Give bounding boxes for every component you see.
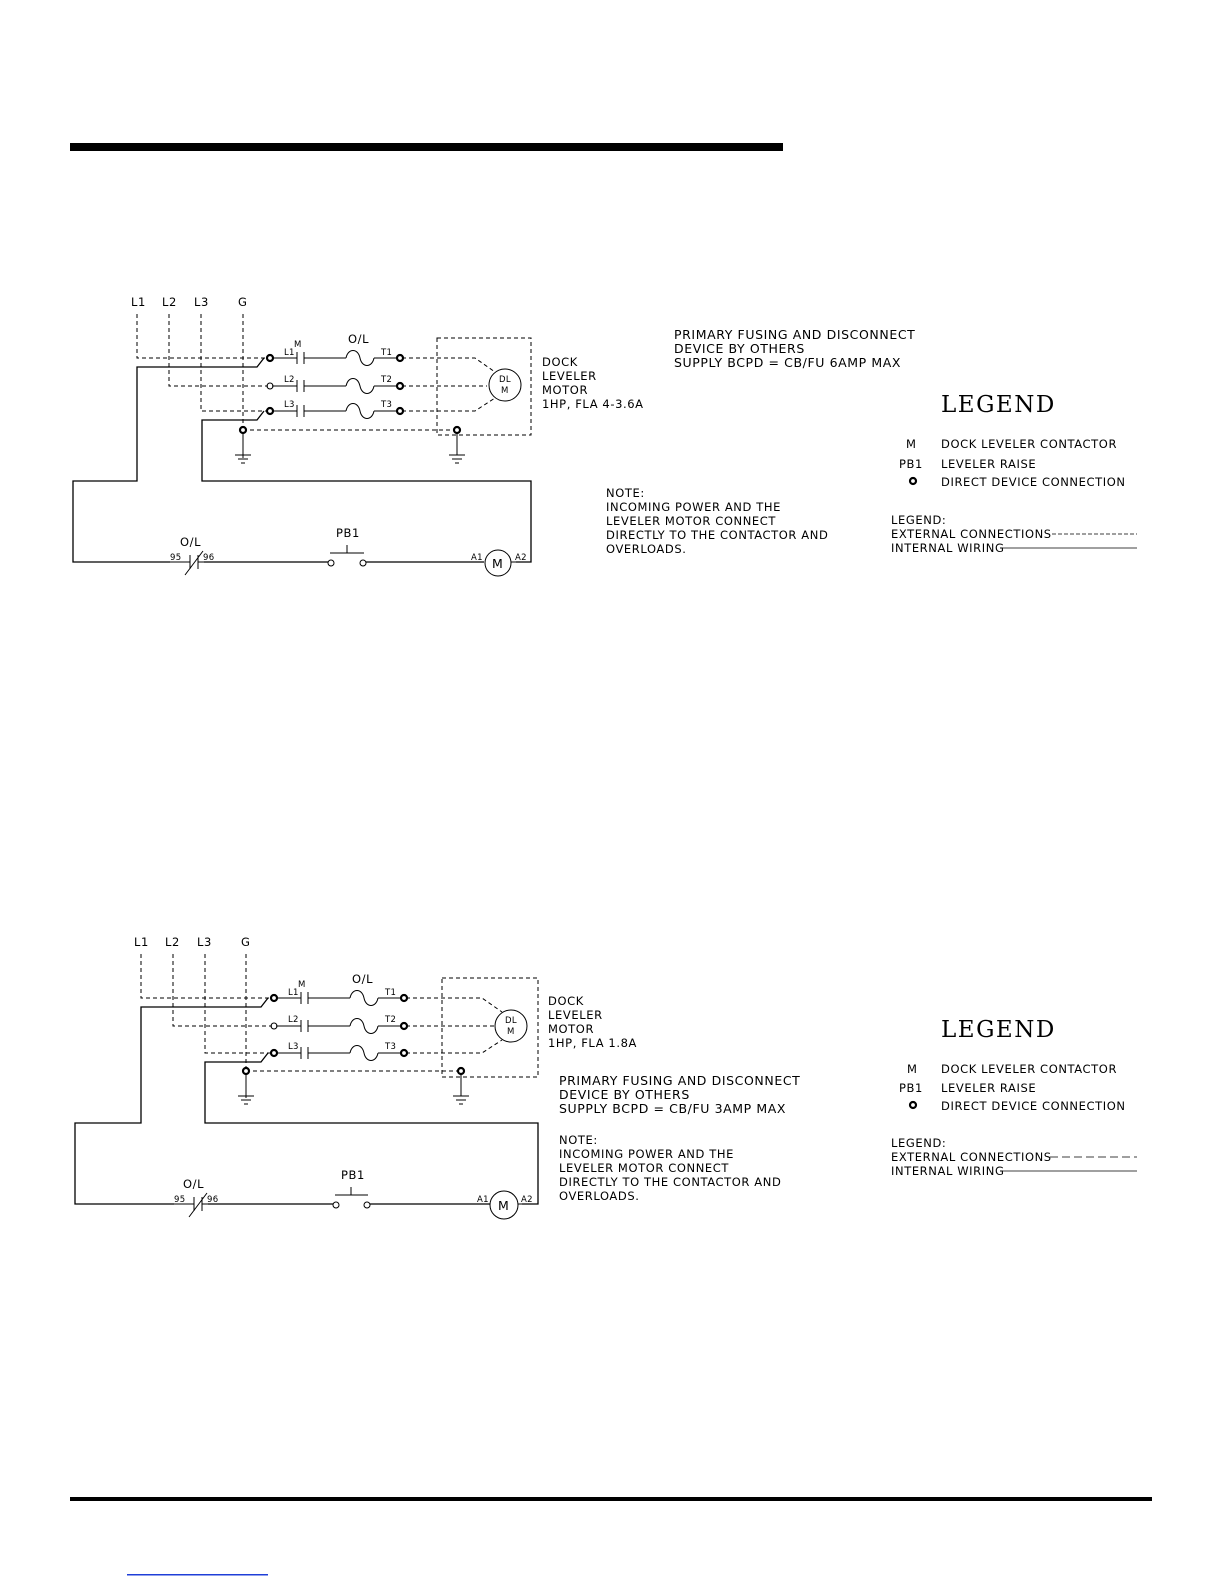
line-label-g: G bbox=[238, 295, 248, 309]
fusing-note-line-3: SUPPLY BCPD = CB/FU 3AMP MAX bbox=[559, 1101, 787, 1116]
terminal-dot bbox=[401, 1023, 407, 1029]
motor-description-line-3: MOTOR bbox=[548, 1022, 595, 1036]
note-line-2: INCOMING POWER AND THE bbox=[559, 1147, 734, 1161]
ground-symbol-right bbox=[453, 1074, 469, 1104]
wiring-legend-external: EXTERNAL CONNECTIONS bbox=[891, 1150, 1052, 1164]
motor-description-line-1: DOCK bbox=[542, 355, 578, 369]
note-line-1: NOTE: bbox=[559, 1133, 598, 1147]
legend-symbol-pb1: PB1 bbox=[899, 457, 923, 471]
line-label-g: G bbox=[241, 935, 251, 949]
motor-symbol-top: DL bbox=[505, 1016, 517, 1026]
line-label-l1: L1 bbox=[134, 935, 149, 949]
overload-label: O/L bbox=[348, 332, 370, 346]
external-wire-l3 bbox=[201, 314, 268, 411]
terminal-dot bbox=[271, 995, 277, 1001]
external-wire-l2 bbox=[173, 954, 272, 1026]
coil-terminal-a2: A2 bbox=[521, 1195, 533, 1205]
pushbutton-label: PB1 bbox=[341, 1168, 365, 1182]
pushbutton-label: PB1 bbox=[336, 526, 360, 540]
fusing-note-line-1: PRIMARY FUSING AND DISCONNECT bbox=[674, 327, 916, 342]
legend-1 bbox=[891, 392, 1137, 555]
control-ol-label: O/L bbox=[183, 1177, 205, 1191]
line-label-l1: L1 bbox=[131, 295, 146, 309]
top-rule bbox=[70, 143, 783, 151]
ground-symbol-left bbox=[235, 433, 251, 463]
legend-title: LEGEND bbox=[941, 1017, 1056, 1043]
terminal-dot bbox=[401, 1050, 407, 1056]
ol-contact-95: 95 bbox=[170, 553, 182, 563]
terminal-dots bbox=[240, 355, 460, 433]
contactor-m-contacts bbox=[297, 352, 304, 417]
terminal-label-l1: L1 bbox=[284, 348, 295, 358]
wiring-legend-title: LEGEND: bbox=[891, 1136, 947, 1150]
fusing-note-line-3: SUPPLY BCPD = CB/FU 6AMP MAX bbox=[674, 355, 902, 370]
fusing-note-line-2: DEVICE BY OTHERS bbox=[674, 341, 805, 356]
pushbutton-pb1 bbox=[330, 545, 364, 553]
line-label-l2: L2 bbox=[162, 295, 177, 309]
fusing-note-line-1: PRIMARY FUSING AND DISCONNECT bbox=[559, 1073, 801, 1088]
legend-text-connection: DIRECT DEVICE CONNECTION bbox=[941, 475, 1126, 489]
legend-text-raise: LEVELER RAISE bbox=[941, 1081, 1037, 1095]
control-feed-left bbox=[75, 998, 268, 1204]
ground-symbol-right bbox=[449, 433, 465, 463]
legend-terminal-dot-icon bbox=[910, 478, 916, 484]
pushbutton-pb1 bbox=[335, 1187, 368, 1195]
control-ol-label: O/L bbox=[180, 535, 202, 549]
overload-label: O/L bbox=[352, 972, 374, 986]
contactor-label: M bbox=[294, 340, 302, 350]
motor-symbol-top: DL bbox=[499, 375, 511, 385]
legend-symbol-pb1: PB1 bbox=[899, 1081, 923, 1095]
note-line-4: DIRECTLY TO THE CONTACTOR AND bbox=[559, 1175, 782, 1189]
wiring-legend-internal: INTERNAL WIRING bbox=[891, 1164, 1005, 1178]
note-line-2: INCOMING POWER AND THE bbox=[606, 500, 781, 514]
note-line-3: LEVELER MOTOR CONNECT bbox=[559, 1161, 730, 1175]
ol-contact-96: 96 bbox=[203, 553, 215, 563]
overload-terminal-t2: T2 bbox=[385, 1015, 397, 1025]
terminal-dot bbox=[240, 427, 246, 433]
motor-description-line-3: MOTOR bbox=[542, 383, 589, 397]
motor-lead-t3 bbox=[402, 398, 495, 411]
motor-description-line-1: DOCK bbox=[548, 994, 584, 1008]
motor-lead-t1 bbox=[406, 998, 502, 1012]
wiring-diagram-1 bbox=[73, 295, 915, 576]
ground-symbol-left bbox=[238, 1074, 254, 1104]
legend-symbol-m: M bbox=[907, 1062, 918, 1076]
overload-terminal-t3: T3 bbox=[385, 1042, 397, 1052]
ol-contact-96: 96 bbox=[207, 1195, 219, 1205]
contactor-label: M bbox=[298, 980, 306, 990]
legend-text-contactor: DOCK LEVELER CONTACTOR bbox=[941, 437, 1118, 451]
terminal-dot bbox=[397, 383, 403, 389]
dock-leveler-motor bbox=[489, 369, 521, 401]
motor-lead-t1 bbox=[402, 358, 495, 372]
terminal-label-l2: L2 bbox=[284, 375, 295, 385]
legend-symbol-m: M bbox=[906, 437, 917, 451]
pushbutton-terminal-right bbox=[364, 1202, 370, 1208]
terminal-dot bbox=[397, 408, 403, 414]
line-label-l3: L3 bbox=[194, 295, 209, 309]
line-label-l2: L2 bbox=[165, 935, 180, 949]
overload-terminal-t1: T1 bbox=[381, 348, 393, 358]
external-wire-l1 bbox=[141, 954, 272, 998]
terminal-label-l1: L1 bbox=[288, 988, 299, 998]
motor-description-line-2: LEVELER bbox=[548, 1008, 603, 1022]
note-line-3: LEVELER MOTOR CONNECT bbox=[606, 514, 777, 528]
pushbutton-terminal-right bbox=[360, 560, 366, 566]
coil-symbol: M bbox=[492, 556, 504, 571]
legend-2 bbox=[891, 1017, 1137, 1178]
motor-symbol-bottom: M bbox=[501, 386, 509, 396]
legend-text-raise: LEVELER RAISE bbox=[941, 457, 1037, 471]
pushbutton-terminal-left bbox=[328, 560, 334, 566]
overload-heaters bbox=[346, 351, 374, 419]
wiring-legend-title: LEGEND: bbox=[891, 513, 947, 527]
motor-description-line-4: 1HP, FLA 1.8A bbox=[548, 1036, 637, 1050]
external-wire-l3 bbox=[205, 954, 272, 1053]
overload-terminal-t3: T3 bbox=[381, 400, 393, 410]
note-line-5: OVERLOADS. bbox=[606, 542, 687, 556]
fusing-note-line-2: DEVICE BY OTHERS bbox=[559, 1087, 690, 1102]
control-feed-left bbox=[73, 358, 264, 562]
coil-terminal-a1: A1 bbox=[477, 1195, 489, 1205]
pushbutton-terminal-left bbox=[333, 1202, 339, 1208]
contactor-m-contacts bbox=[301, 992, 308, 1059]
coil-symbol: M bbox=[498, 1198, 510, 1213]
terminal-dot bbox=[458, 1068, 464, 1074]
terminal-dot bbox=[267, 355, 273, 361]
wiring-legend-external: EXTERNAL CONNECTIONS bbox=[891, 527, 1052, 541]
control-feed-right bbox=[202, 411, 531, 562]
overload-terminal-t2: T2 bbox=[381, 375, 393, 385]
legend-title: LEGEND bbox=[941, 392, 1056, 418]
legend-text-connection: DIRECT DEVICE CONNECTION bbox=[941, 1099, 1126, 1113]
motor-description-line-2: LEVELER bbox=[542, 369, 597, 383]
line-label-l3: L3 bbox=[197, 935, 212, 949]
wiring-legend-internal: INTERNAL WIRING bbox=[891, 541, 1005, 555]
motor-enclosure bbox=[442, 978, 538, 1077]
motor-symbol-bottom: M bbox=[507, 1027, 515, 1037]
footer-link-underline[interactable] bbox=[127, 1574, 268, 1576]
coil-terminal-a2: A2 bbox=[515, 553, 527, 563]
coil-terminal-a1: A1 bbox=[471, 553, 483, 563]
legend-text-contactor: DOCK LEVELER CONTACTOR bbox=[941, 1062, 1118, 1076]
external-wire-l1 bbox=[137, 314, 268, 358]
wiring-diagram-2 bbox=[75, 935, 800, 1219]
terminal-dot bbox=[401, 995, 407, 1001]
note-line-1: NOTE: bbox=[606, 486, 645, 500]
dock-leveler-motor bbox=[495, 1010, 527, 1042]
note-line-4: DIRECTLY TO THE CONTACTOR AND bbox=[606, 528, 829, 542]
external-wire-l2 bbox=[169, 314, 268, 386]
note-line-5: OVERLOADS. bbox=[559, 1189, 640, 1203]
terminal-label-l3: L3 bbox=[284, 400, 295, 410]
control-feed-right bbox=[205, 1053, 538, 1204]
overload-heaters bbox=[350, 991, 378, 1061]
ol-contact-95: 95 bbox=[174, 1195, 186, 1205]
motor-description-line-4: 1HP, FLA 4-3.6A bbox=[542, 397, 644, 411]
terminal-dot bbox=[454, 427, 460, 433]
terminal-label-l2: L2 bbox=[288, 1015, 299, 1025]
terminal-dots bbox=[243, 995, 464, 1074]
terminal-dot bbox=[267, 408, 273, 414]
terminal-dot bbox=[243, 1068, 249, 1074]
terminal-label-l3: L3 bbox=[288, 1042, 299, 1052]
legend-terminal-dot-icon bbox=[910, 1102, 916, 1108]
overload-terminal-t1: T1 bbox=[385, 988, 397, 998]
terminal-dot bbox=[397, 355, 403, 361]
bottom-rule bbox=[70, 1497, 1152, 1501]
motor-lead-t3 bbox=[406, 1040, 502, 1053]
terminal-dot bbox=[271, 1050, 277, 1056]
